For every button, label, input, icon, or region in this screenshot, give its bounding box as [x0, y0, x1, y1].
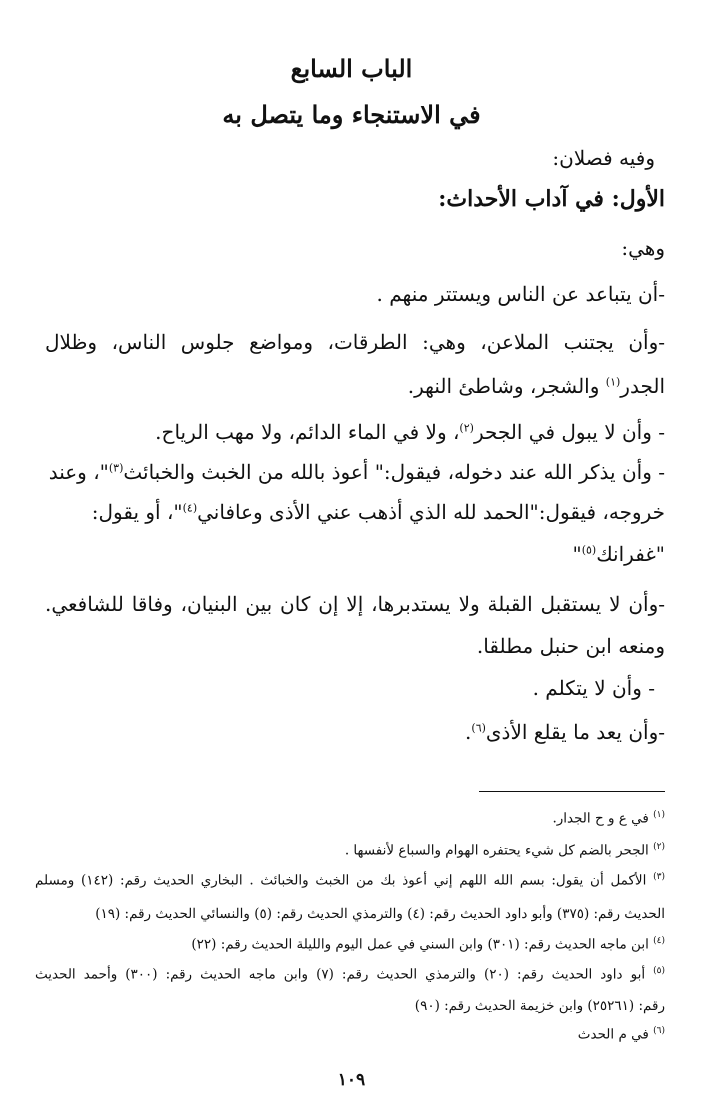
- footnote-6-text: في م الحدث: [577, 1026, 649, 1043]
- item-4-text-e: "غفرانك: [596, 542, 665, 566]
- item-4-line-2: [45, 500, 665, 524]
- and-they-are-line: وهي:: [621, 236, 665, 260]
- item-2-line-1: -وأن يجتنب الملاعن، وهي: الطرقات، ومواضع جلوس الناس، وظلال: [45, 330, 665, 354]
- footnote-1-text: في ع و ح الجدار.: [552, 810, 649, 827]
- footnote-3-line-2: الحديث رقم: (٣٧٥) وأبو داود الحديث رقم: (٤) والترمذي الحديث رقم: (٥) والنسائي الحديث رقم: (١٩): [95, 906, 665, 922]
- footnote-2-text: الجحر بالضم كل شيء يحتفره الهوام والسباع لأنفسها .: [344, 842, 649, 859]
- footnote-divider: [479, 791, 665, 792]
- footnote-5-line-1: [35, 966, 665, 983]
- item-3: [45, 420, 665, 444]
- item-7: [45, 720, 665, 744]
- footnote-ref-5: (٥): [581, 543, 597, 557]
- footnote-ref-2: (٢): [459, 421, 474, 435]
- item-4-line-1: [45, 460, 665, 484]
- footnote-6: [35, 1026, 665, 1043]
- item-3-text-b: ، ولا في الماء الدائم، ولا مهب الرياح.: [155, 420, 460, 444]
- item-3-text-a: - وأن لا يبول في الجحر: [473, 420, 665, 444]
- item-5-line-1: -وأن لا يستقبل القبلة ولا يستدبرها، إلا إن كان بين البنيان، وفاقا للشافعي.: [45, 592, 665, 616]
- item-4-line-3: [45, 542, 665, 566]
- footnote-5-text-1: أبو داود الحديث رقم: (٢٠) والترمذي الحديث رقم: (٧) وابن ماجه الحديث رقم: (٣٠٠) وأحمد الحديث: [35, 966, 646, 983]
- item-1: -أن يتباعد عن الناس ويستتر منهم .: [376, 282, 665, 306]
- footnote-3-line-1: [35, 872, 665, 889]
- item-5-line-2: ومنعه ابن حنبل مطلقا.: [476, 634, 665, 658]
- footnote-1: [35, 810, 665, 827]
- footnote-ref-6: (٦): [471, 721, 486, 735]
- footnote-ref-3: (٣): [108, 461, 124, 475]
- item-2-text-a: الجدر: [620, 374, 665, 398]
- item-2-text-b: والشجر، وشاطئ النهر.: [407, 374, 600, 398]
- item-4-text-b: "، وعند: [48, 460, 109, 484]
- item-7-text-b: .: [465, 720, 472, 744]
- footnote-1-marker: (١): [653, 810, 665, 820]
- footnote-2: [35, 842, 665, 859]
- footnote-4-marker: (٤): [653, 936, 665, 946]
- footnote-ref-4: (٤): [182, 501, 198, 515]
- footnote-3-marker: (٣): [653, 872, 665, 882]
- item-4-text-d: "، أو يقول:: [91, 500, 183, 524]
- item-4-text-a: - وأن يذكر الله عند دخوله، فيقول:" أعوذ بالله من الخبث والخبائث: [123, 460, 665, 484]
- footnote-4-text: ابن ماجه الحديث رقم: (٣٠١) وابن السني في عمل اليوم والليلة الحديث رقم: (٢٢): [191, 936, 649, 953]
- intro-line: وفيه فصلان:: [552, 146, 655, 170]
- item-4-text-c: خروجه، فيقول:"الحمد لله الذي أذهب عني الأذى وعافاني: [197, 500, 665, 524]
- section-heading: الأول: في آداب الأحداث:: [438, 186, 665, 212]
- chapter-subtitle: في الاستنجاء وما يتصل به: [222, 100, 481, 129]
- item-7-text-a: -وأن يعد ما يقلع الأذى: [485, 720, 665, 744]
- footnote-6-marker: (٦): [653, 1026, 665, 1036]
- item-2-line-2: [45, 374, 665, 398]
- footnote-3-text-1: الأكمل أن يقول: بسم الله اللهم إني أعوذ بك من الخبث والخبائث . البخاري الحديث رقم: (١٤٢) ومسلم: [35, 872, 647, 889]
- page-number: ١٠٩: [337, 1070, 366, 1090]
- footnote-5-marker: (٥): [653, 966, 665, 976]
- footnote-5-line-2: رقم: (٢٥٢٦١) وابن خزيمة الحديث رقم: (٩٠): [414, 998, 665, 1014]
- chapter-title: الباب السابع: [290, 54, 413, 83]
- item-6: - وأن لا يتكلم .: [532, 676, 655, 700]
- footnote-4: [35, 936, 665, 953]
- item-4-text-f: ": [572, 542, 582, 566]
- footnote-2-marker: (٢): [653, 842, 665, 852]
- footnote-ref-1: (١): [605, 375, 621, 389]
